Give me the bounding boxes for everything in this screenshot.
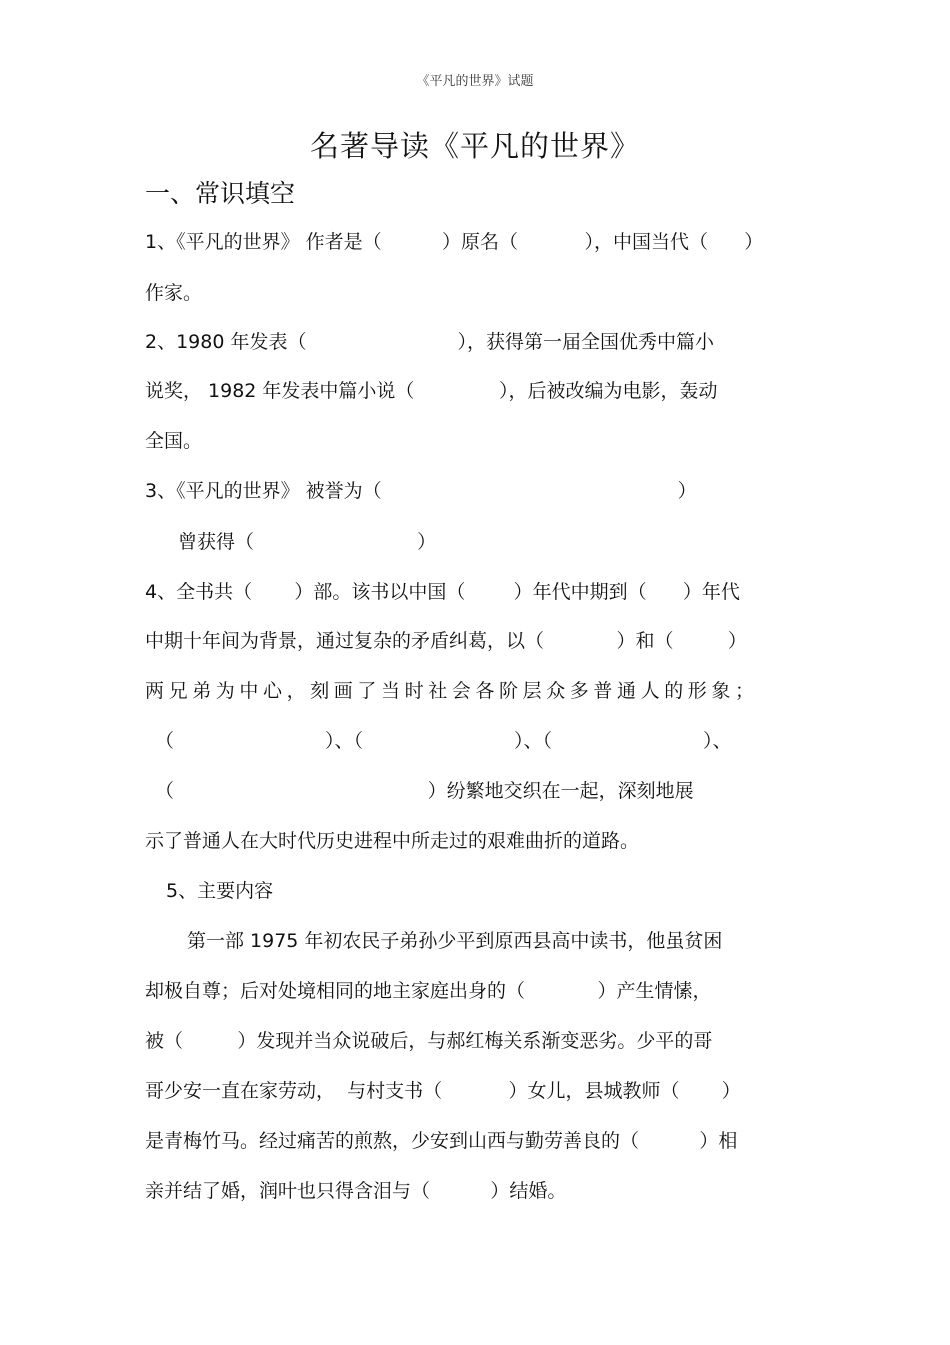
question-2-line-2: 说奖， 1982 年发表中篇小说（ ），后被改编为电影，轰动 [145, 380, 718, 402]
section-heading: 一、常识填空 [145, 179, 296, 208]
question-4-line-1: 4、全书共（ ）部。该书以中国（ ）年代中期到（ ）年代 [145, 581, 740, 603]
question-5-line-5: 是青梅竹马。经过痛苦的煎熬，少安到山西与勤劳善良的（ ）相 [145, 1130, 738, 1152]
question-4-line-2: 中期十年间为背景，通过复杂的矛盾纠葛，以（ ）和（ ） [145, 630, 747, 652]
question-5-line-1: 第一部 1975 年初农民子弟孙少平到原西县高中读书，他虽贫困 [187, 930, 723, 952]
question-3-line-1: 3、《平凡的世界》 被誉为（ ） [145, 480, 697, 502]
question-2-line-1: 2、1980 年发表（ ），获得第一届全国优秀中篇小 [145, 331, 714, 353]
question-5-line-6: 亲并结了婚，润叶也只得含泪与（ ）结婚。 [145, 1180, 567, 1202]
question-5-line-4: 哥少安一直在家劳动， 与村支书（ ）女儿，县城教师（ ） [145, 1080, 741, 1102]
question-5-line-2: 却极自尊；后对处境相同的地主家庭出身的（ ）产生情愫， [145, 980, 712, 1002]
question-4-line-5: （ ）纷繁地交织在一起，深刻地展 [155, 780, 694, 802]
question-1-line-2: 作家。 [145, 282, 203, 304]
question-4-line-4: （ ）、（ ）、（ ）、 [155, 730, 732, 752]
question-5-line-3: 被（ ）发现并当众说破后，与郝红梅关系渐变恶劣。少平的哥 [145, 1030, 713, 1052]
page-title: 名著导读《平凡的世界》 [309, 129, 640, 163]
question-4-line-6: 示了普通人在大时代历史进程中所走过的艰难曲折的道路。 [145, 830, 640, 852]
question-1-line-1: 1、《平凡的世界》 作者是（ ）原名（ ），中国当代（ ） [145, 231, 764, 253]
page-header: 《平凡的世界》试题 [416, 74, 534, 89]
question-4-line-3: 两兄弟为中心，刻画了当时社会各阶层众多普通人的形象； [145, 680, 759, 702]
question-5-heading: 5、主要内容 [166, 880, 274, 902]
question-3-line-2: 曾获得（ ） [178, 531, 437, 553]
question-2-line-3: 全国。 [145, 430, 203, 452]
